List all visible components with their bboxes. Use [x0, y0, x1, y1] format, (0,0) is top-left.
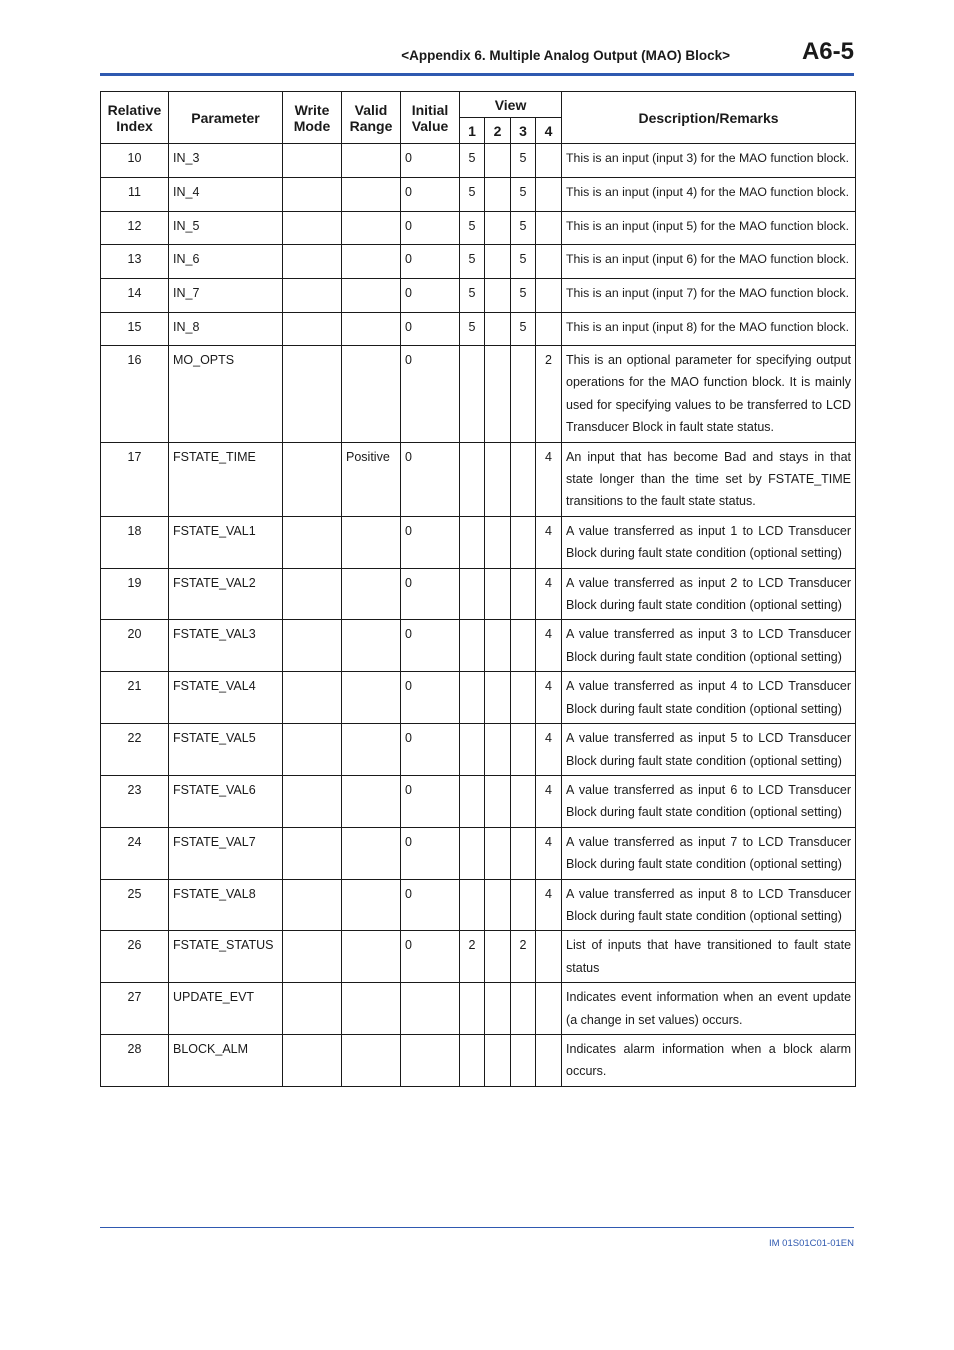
cell-description: A value transferred as input 8 to LCD Transducer Block during fault state condition (optional setting): [562, 879, 856, 931]
cell-view-2: [485, 516, 511, 568]
cell-relative-index: 16: [101, 346, 169, 443]
cell-view-3: [511, 879, 536, 931]
cell-view-2: [485, 279, 511, 313]
cell-valid-range: [342, 178, 401, 212]
cell-valid-range: [342, 516, 401, 568]
page-number: A6-5: [801, 38, 854, 65]
parameter-table: [100, 91, 856, 1087]
cell-write-mode: [283, 620, 342, 672]
cell-relative-index: 18: [101, 516, 169, 568]
cell-relative-index: 12: [101, 212, 169, 245]
cell-view-4: [536, 279, 562, 313]
cell-view-4: 4: [536, 620, 562, 672]
header-view-4: 4: [536, 118, 562, 144]
table-row: [101, 442, 856, 516]
cell-view-1: [460, 1034, 485, 1086]
cell-view-4: [536, 144, 562, 178]
cell-view-4: 4: [536, 724, 562, 776]
cell-view-3: [511, 516, 536, 568]
cell-valid-range: [342, 313, 401, 346]
cell-parameter: FSTATE_VAL3: [169, 620, 283, 672]
cell-write-mode: [283, 1034, 342, 1086]
table-row: [101, 516, 856, 568]
cell-view-3: 2: [511, 931, 536, 983]
cell-valid-range: [342, 279, 401, 313]
cell-parameter: FSTATE_VAL6: [169, 775, 283, 827]
header-valid-range: [342, 92, 401, 144]
cell-parameter: IN_8: [169, 313, 283, 346]
header-view-1: 1: [460, 118, 485, 144]
cell-parameter: IN_5: [169, 212, 283, 245]
header-view: View: [460, 92, 562, 118]
cell-initial-value: 0: [401, 279, 460, 313]
cell-relative-index: 19: [101, 568, 169, 620]
cell-relative-index: 28: [101, 1034, 169, 1086]
cell-valid-range: [342, 144, 401, 178]
cell-parameter: FSTATE_VAL2: [169, 568, 283, 620]
cell-view-4: 2: [536, 346, 562, 443]
cell-view-4: [536, 931, 562, 983]
cell-parameter: FSTATE_VAL1: [169, 516, 283, 568]
cell-description: A value transferred as input 1 to LCD Transducer Block during fault state condition (optional setting): [562, 516, 856, 568]
cell-description: A value transferred as input 7 to LCD Transducer Block during fault state condition (optional setting): [562, 827, 856, 879]
table-row: [101, 983, 856, 1035]
cell-parameter: FSTATE_STATUS: [169, 931, 283, 983]
cell-description: A value transferred as input 2 to LCD Transducer Block during fault state condition (optional setting): [562, 568, 856, 620]
cell-initial-value: 0: [401, 212, 460, 245]
cell-valid-range: [342, 827, 401, 879]
table-row: [101, 931, 856, 983]
cell-initial-value: 0: [401, 516, 460, 568]
header-relative-index: [101, 92, 169, 144]
cell-initial-value: [401, 1034, 460, 1086]
table-row: [101, 672, 856, 724]
cell-view-1: [460, 827, 485, 879]
header-relative-index-line2: Index: [116, 117, 153, 134]
cell-parameter: FSTATE_VAL5: [169, 724, 283, 776]
header-write-mode-line2: Mode: [293, 117, 331, 134]
cell-view-3: [511, 568, 536, 620]
cell-description: This is an optional parameter for specifying output operations for the MAO function block. It is mainly used for specifying values to be transferred to LCD Transducer Block in fault state status.: [562, 346, 856, 443]
cell-view-1: 5: [460, 178, 485, 212]
cell-valid-range: [342, 672, 401, 724]
cell-write-mode: [283, 931, 342, 983]
cell-write-mode: [283, 245, 342, 279]
cell-view-3: 5: [511, 245, 536, 279]
running-header-title: <Appendix 6. Multiple Analog Output (MAO) Block>: [401, 48, 730, 63]
cell-view-3: [511, 620, 536, 672]
cell-view-2: [485, 313, 511, 346]
cell-view-2: [485, 346, 511, 443]
header-initial-value-line1: Initial: [411, 101, 449, 118]
cell-parameter: IN_7: [169, 279, 283, 313]
cell-write-mode: [283, 212, 342, 245]
header-valid-range-line1: Valid: [354, 101, 388, 118]
cell-valid-range: [342, 775, 401, 827]
cell-write-mode: [283, 279, 342, 313]
table-row: [101, 620, 856, 672]
cell-write-mode: [283, 672, 342, 724]
cell-view-1: 5: [460, 212, 485, 245]
header-view-3: 3: [511, 118, 536, 144]
cell-view-4: 4: [536, 516, 562, 568]
cell-valid-range: [342, 245, 401, 279]
table-row: [101, 775, 856, 827]
cell-write-mode: [283, 724, 342, 776]
cell-write-mode: [283, 442, 342, 516]
cell-view-4: 4: [536, 879, 562, 931]
cell-view-2: [485, 672, 511, 724]
header-initial-value-line2: Value: [411, 117, 449, 134]
cell-write-mode: [283, 983, 342, 1035]
cell-view-1: [460, 672, 485, 724]
cell-view-1: 5: [460, 313, 485, 346]
cell-valid-range: [342, 1034, 401, 1086]
cell-view-2: [485, 775, 511, 827]
cell-view-1: [460, 879, 485, 931]
cell-parameter: FSTATE_TIME: [169, 442, 283, 516]
header-parameter: Parameter: [169, 92, 283, 144]
cell-view-4: 4: [536, 827, 562, 879]
cell-valid-range: [342, 568, 401, 620]
table-row: [101, 1034, 856, 1086]
cell-valid-range: [342, 212, 401, 245]
cell-view-1: 2: [460, 931, 485, 983]
cell-description: A value transferred as input 4 to LCD Transducer Block during fault state condition (optional setting): [562, 672, 856, 724]
table-row: [101, 144, 856, 178]
table-row: [101, 212, 856, 245]
cell-description: List of inputs that have transitioned to fault state status: [562, 931, 856, 983]
cell-initial-value: 0: [401, 931, 460, 983]
cell-valid-range: [342, 879, 401, 931]
cell-view-3: [511, 442, 536, 516]
cell-description: A value transferred as input 6 to LCD Transducer Block during fault state condition (optional setting): [562, 775, 856, 827]
table-row: [101, 279, 856, 313]
cell-view-3: 5: [511, 279, 536, 313]
cell-relative-index: 15: [101, 313, 169, 346]
cell-view-1: [460, 775, 485, 827]
cell-initial-value: 0: [401, 620, 460, 672]
cell-view-2: [485, 178, 511, 212]
header-initial-value: [401, 92, 460, 144]
cell-view-3: [511, 724, 536, 776]
cell-parameter: FSTATE_VAL8: [169, 879, 283, 931]
cell-initial-value: 0: [401, 178, 460, 212]
footer-rule: [100, 1227, 854, 1228]
cell-view-3: [511, 672, 536, 724]
cell-initial-value: 0: [401, 568, 460, 620]
cell-relative-index: 10: [101, 144, 169, 178]
cell-view-4: [536, 178, 562, 212]
cell-description: An input that has become Bad and stays in that state longer than the time set by FSTATE_TIME transitions to the fault state status.: [562, 442, 856, 516]
cell-view-3: [511, 775, 536, 827]
cell-initial-value: 0: [401, 442, 460, 516]
cell-view-3: [511, 346, 536, 443]
header-write-mode-line1: Write: [294, 101, 330, 118]
cell-relative-index: 27: [101, 983, 169, 1035]
cell-description: This is an input (input 8) for the MAO function block.: [562, 313, 856, 346]
cell-view-4: 4: [536, 672, 562, 724]
header-relative-index-line1: Relative: [107, 101, 162, 118]
cell-initial-value: 0: [401, 144, 460, 178]
cell-initial-value: 0: [401, 879, 460, 931]
cell-relative-index: 14: [101, 279, 169, 313]
table-row: [101, 827, 856, 879]
cell-view-4: 4: [536, 775, 562, 827]
cell-view-2: [485, 983, 511, 1035]
cell-view-4: [536, 212, 562, 245]
table-row: [101, 178, 856, 212]
cell-description: Indicates event information when an event update (a change in set values) occurs.: [562, 983, 856, 1035]
cell-view-2: [485, 879, 511, 931]
cell-view-4: 4: [536, 568, 562, 620]
header-description: Description/Remarks: [562, 92, 856, 144]
cell-relative-index: 13: [101, 245, 169, 279]
cell-description: This is an input (input 6) for the MAO function block.: [562, 245, 856, 279]
cell-view-2: [485, 724, 511, 776]
cell-relative-index: 20: [101, 620, 169, 672]
cell-description: A value transferred as input 5 to LCD Transducer Block during fault state condition (optional setting): [562, 724, 856, 776]
cell-write-mode: [283, 568, 342, 620]
cell-write-mode: [283, 827, 342, 879]
cell-initial-value: [401, 983, 460, 1035]
table-row: [101, 346, 856, 443]
document-id: IM 01S01C01-01EN: [768, 1238, 854, 1249]
cell-write-mode: [283, 178, 342, 212]
cell-relative-index: 22: [101, 724, 169, 776]
table-row: [101, 313, 856, 346]
cell-description: A value transferred as input 3 to LCD Transducer Block during fault state condition (optional setting): [562, 620, 856, 672]
cell-write-mode: [283, 144, 342, 178]
cell-view-2: [485, 245, 511, 279]
cell-view-2: [485, 212, 511, 245]
cell-description: This is an input (input 3) for the MAO function block.: [562, 144, 856, 178]
table-row: [101, 245, 856, 279]
cell-view-1: [460, 983, 485, 1035]
cell-view-2: [485, 1034, 511, 1086]
cell-relative-index: 21: [101, 672, 169, 724]
cell-write-mode: [283, 313, 342, 346]
cell-view-4: [536, 1034, 562, 1086]
cell-view-1: [460, 724, 485, 776]
cell-write-mode: [283, 775, 342, 827]
cell-initial-value: 0: [401, 672, 460, 724]
cell-parameter: FSTATE_VAL7: [169, 827, 283, 879]
cell-initial-value: 0: [401, 346, 460, 443]
cell-description: This is an input (input 7) for the MAO function block.: [562, 279, 856, 313]
cell-relative-index: 17: [101, 442, 169, 516]
cell-description: This is an input (input 5) for the MAO function block.: [562, 212, 856, 245]
cell-view-3: 5: [511, 212, 536, 245]
table-row: [101, 568, 856, 620]
cell-view-2: [485, 442, 511, 516]
cell-view-3: 5: [511, 178, 536, 212]
cell-initial-value: 0: [401, 724, 460, 776]
cell-write-mode: [283, 879, 342, 931]
cell-view-3: [511, 827, 536, 879]
cell-view-2: [485, 144, 511, 178]
cell-relative-index: 26: [101, 931, 169, 983]
cell-valid-range: [342, 724, 401, 776]
cell-view-1: 5: [460, 279, 485, 313]
cell-valid-range: [342, 620, 401, 672]
cell-view-2: [485, 931, 511, 983]
cell-view-4: [536, 313, 562, 346]
cell-view-2: [485, 827, 511, 879]
cell-view-3: [511, 1034, 536, 1086]
table-row: [101, 724, 856, 776]
cell-parameter: BLOCK_ALM: [169, 1034, 283, 1086]
cell-valid-range: [342, 346, 401, 443]
cell-parameter: MO_OPTS: [169, 346, 283, 443]
cell-view-1: [460, 346, 485, 443]
header-valid-range-line2: Range: [349, 117, 393, 134]
cell-view-1: [460, 568, 485, 620]
cell-description: This is an input (input 4) for the MAO function block.: [562, 178, 856, 212]
cell-view-2: [485, 568, 511, 620]
cell-view-1: 5: [460, 144, 485, 178]
cell-valid-range: [342, 931, 401, 983]
cell-initial-value: 0: [401, 775, 460, 827]
cell-view-1: [460, 620, 485, 672]
cell-relative-index: 23: [101, 775, 169, 827]
cell-parameter: FSTATE_VAL4: [169, 672, 283, 724]
cell-valid-range: [342, 983, 401, 1035]
cell-view-3: 5: [511, 313, 536, 346]
cell-description: Indicates alarm information when a block alarm occurs.: [562, 1034, 856, 1086]
cell-view-1: 5: [460, 245, 485, 279]
cell-parameter: UPDATE_EVT: [169, 983, 283, 1035]
cell-initial-value: 0: [401, 245, 460, 279]
cell-relative-index: 25: [101, 879, 169, 931]
cell-parameter: IN_6: [169, 245, 283, 279]
cell-write-mode: [283, 346, 342, 443]
header-write-mode: [283, 92, 342, 144]
cell-view-4: [536, 245, 562, 279]
cell-relative-index: 11: [101, 178, 169, 212]
cell-initial-value: 0: [401, 827, 460, 879]
header-view-2: 2: [485, 118, 511, 144]
table-body: [101, 144, 856, 1087]
cell-parameter: IN_3: [169, 144, 283, 178]
cell-view-4: [536, 983, 562, 1035]
cell-parameter: IN_4: [169, 178, 283, 212]
cell-view-1: [460, 442, 485, 516]
cell-initial-value: 0: [401, 313, 460, 346]
cell-relative-index: 24: [101, 827, 169, 879]
table-row: [101, 879, 856, 931]
header-rule: [100, 73, 854, 76]
cell-view-3: 5: [511, 144, 536, 178]
cell-view-3: [511, 983, 536, 1035]
cell-valid-range: Positive: [342, 442, 401, 516]
cell-view-4: 4: [536, 442, 562, 516]
cell-write-mode: [283, 516, 342, 568]
cell-view-2: [485, 620, 511, 672]
cell-view-1: [460, 516, 485, 568]
